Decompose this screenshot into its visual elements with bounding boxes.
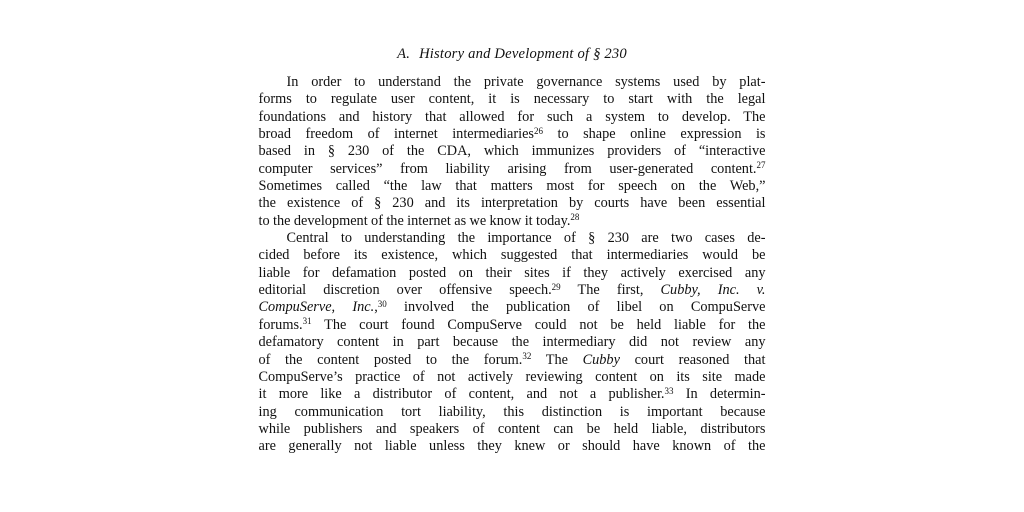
text-line [259,178,766,195]
text-line [259,195,766,212]
text-line [259,143,766,160]
text-run: editorial discretion over offensive speech. [258,282,552,299]
text-run: defamatory content in part because the intermediary did not review any [258,334,766,351]
text-run: cided before its existence, which suggested that intermediaries would be [258,247,766,264]
text-run: to shape online expression is [542,126,766,143]
text-run: forums. [258,316,303,333]
text-line [259,74,766,91]
text-run: are generally not liable unless they knew or should have known of the [258,438,766,455]
text-line [259,230,766,247]
footnote-reference: 26 [533,125,543,136]
text-run: The first, [560,282,661,299]
case-name: Cubby [582,351,620,368]
text-run: of the content posted to the forum. [258,351,523,368]
text-line [259,386,766,403]
footnote-reference: 27 [756,160,766,171]
section-heading [259,45,766,63]
text-run: foundations and history that allowed for such a system to develop. The [258,108,766,125]
footnote-reference: 29 [551,281,561,292]
text-line [259,317,766,334]
text-line [259,369,766,386]
text-run: In determin- [673,386,766,403]
text-run: to the development of the internet as we know it today. [258,212,571,229]
text-line [259,247,766,264]
text-line [259,161,766,178]
document-page [259,0,766,456]
footnote-reference: 31 [302,316,312,327]
text-line [259,438,766,455]
case-name: CompuServe, Inc. [258,299,375,316]
text-run: it more like a distributor of content, and not a publisher. [258,386,665,403]
text-line [259,299,766,316]
text-line [259,282,766,299]
text-run: , [374,299,378,316]
text-line [259,421,766,438]
text-line [259,352,766,369]
text-line [259,91,766,108]
text-run: In order to understand the private governance systems used by plat- [286,74,766,90]
text-run: liable for defamation posted on their sites if they actively exercised any [258,264,766,281]
text-run: ing communication tort liability, this distinction is important because [258,403,766,420]
text-line [259,265,766,282]
text-run: court reasoned that [619,351,766,368]
text-run: The [531,351,583,368]
text-line [259,404,766,421]
text-line [259,126,766,143]
section-heading-title: History and Development of § 230 [419,46,627,62]
text-run: The court found CompuServe could not be held liable for the [311,316,766,333]
text-run: Central to understanding the importance of § 230 are two cases de- [286,230,766,247]
footnote-reference: 30 [377,298,387,309]
text-run: broad freedom of internet intermediaries [258,126,534,143]
text-line [259,109,766,126]
footnote-reference: 33 [664,385,674,396]
text-run: based in § 230 of the CDA, which immunizes providers of “interactive [258,143,766,160]
text-run: while publishers and speakers of content can be held liable, distributors [258,420,766,437]
text-line [259,334,766,351]
footnote-reference: 28 [570,212,580,223]
text-run: forms to regulate user content, it is necessary to start with the legal [258,91,766,108]
footnote-reference: 32 [522,351,532,361]
text-run: computer services” from liability arising from user-generated content. [258,160,757,177]
text-run: involved the publication of libel on CompuServe [386,299,766,316]
text-run: Sometimes called “the law that matters most for speech on the Web,” [258,178,766,195]
section-heading-label: A. [397,46,411,62]
article-body [259,74,766,456]
text-run: CompuServe’s practice of not actively reviewing content on its site made [258,368,766,385]
case-name: Cubby, Inc. v. [660,282,766,299]
text-line [259,213,766,230]
text-run: the existence of § 230 and its interpretation by courts have been essential [258,195,766,212]
